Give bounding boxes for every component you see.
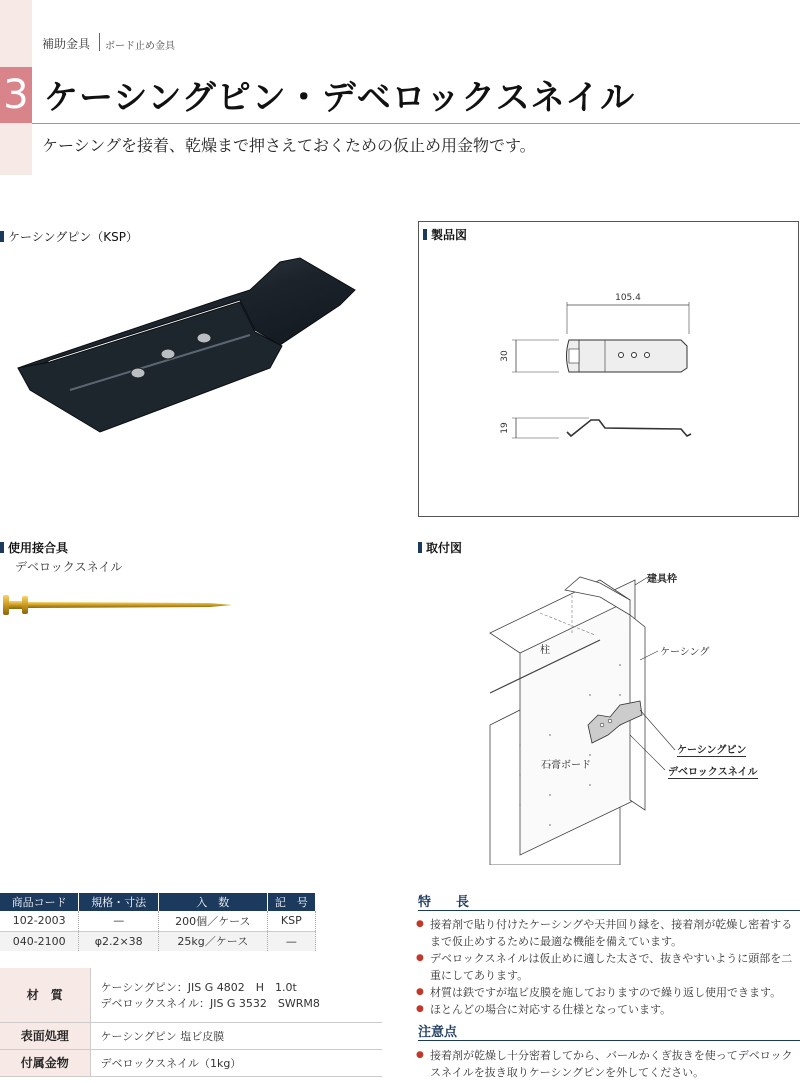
install-section-label: 取付図	[418, 539, 462, 556]
caution-list	[416, 1047, 800, 1081]
list-item: ● 接着剤が乾燥し十分密着してから、バールかくぎ抜きを使ってデベロックスネイルを抜き取りケーシングピンを外してください。	[416, 1047, 800, 1081]
list-item: ● 接着剤で貼り付けたケーシングや天井回り縁を、接着剤が乾燥し密着するまで仮止めするために最適な機能を備えています。	[416, 916, 800, 950]
material-table	[0, 968, 382, 1077]
features-list	[416, 916, 800, 1018]
material-row	[0, 968, 382, 1022]
page-title: ケーシングピン・デベロックスネイル	[44, 78, 636, 118]
casing-pin-photo	[10, 250, 360, 440]
callout-pillar: 柱	[540, 645, 550, 656]
caution-heading: 注意点	[418, 1025, 458, 1040]
accessory-row	[0, 1049, 382, 1076]
table-row: 102-2003 — 200個／ケース KSP	[0, 911, 316, 931]
product-drawing	[419, 222, 798, 516]
callout-casing: ケーシング	[660, 647, 710, 658]
caution-divider	[418, 1040, 800, 1041]
surface-label: 表面処理	[0, 1022, 90, 1049]
dim-height: 19	[500, 422, 510, 434]
installation-diagram	[480, 565, 780, 865]
surface-value: ケーシングピン 塩ビ皮膜	[90, 1022, 382, 1049]
table-row: 040-2100 φ2.2×38 25kg／ケース —	[0, 931, 316, 951]
accessory-value: デベロックスネイル（1kg）	[90, 1049, 382, 1076]
material-label: 材 質	[0, 968, 90, 1022]
features-heading: 特 長	[418, 895, 476, 910]
category-separator	[99, 33, 100, 51]
page-subtitle: ケーシングを接着、乾燥まで押さえておくための仮止め用金物です。	[42, 136, 536, 155]
material-line: デベロックスネイル：JIS G 3532 SWRM8	[100, 996, 320, 1010]
section-marker	[418, 542, 422, 553]
section-number: 3	[0, 67, 32, 123]
header-symbol: 記 号	[267, 893, 315, 911]
callout-pin: ケーシングピン	[677, 741, 746, 757]
fastener-section-label: 使用接合具	[0, 539, 68, 556]
category-label: 補助金具	[42, 37, 91, 51]
subcategory-label: ボード止め金具	[105, 41, 175, 52]
dim-length: 105.4	[615, 293, 641, 303]
header-size: 規格・寸法	[79, 893, 159, 911]
callout-board: 石膏ボード	[541, 760, 591, 771]
list-item: ● 材質は鉄ですが塩ビ皮膜を施しておりますので繰り返し使用できます。	[416, 984, 800, 1001]
callout-frame: 建具枠	[647, 574, 677, 585]
product-section-label	[0, 228, 138, 245]
list-item: ● ほとんどの場合に対応する仕様となっています。	[416, 1001, 800, 1018]
spec-table	[0, 893, 316, 951]
product-label: ケーシングピン（KSP）	[8, 230, 138, 244]
header-qty: 入 数	[158, 893, 267, 911]
section-number-tail	[0, 123, 32, 175]
section-marker	[0, 231, 4, 242]
fastener-name: デベロックスネイル	[15, 560, 123, 574]
material-line: ケーシングピン：JIS G 4802 H 1.0t	[100, 980, 297, 994]
drawing-section-label: 製品図	[423, 226, 467, 243]
spec-header-row	[0, 893, 316, 911]
dim-width: 30	[500, 350, 510, 362]
section-marker	[0, 542, 4, 553]
nail-photo	[0, 590, 240, 620]
accessory-label: 付属金物	[0, 1049, 90, 1076]
features-divider	[418, 910, 800, 911]
list-item: ● デベロックスネイルは仮止めに適した太さで、抜きやすいように頭部を二重にしてあります。	[416, 950, 800, 984]
callout-nail: デベロックスネイル	[668, 763, 758, 779]
header-code: 商品コード	[0, 893, 79, 911]
surface-row	[0, 1022, 382, 1049]
title-divider	[32, 123, 800, 124]
